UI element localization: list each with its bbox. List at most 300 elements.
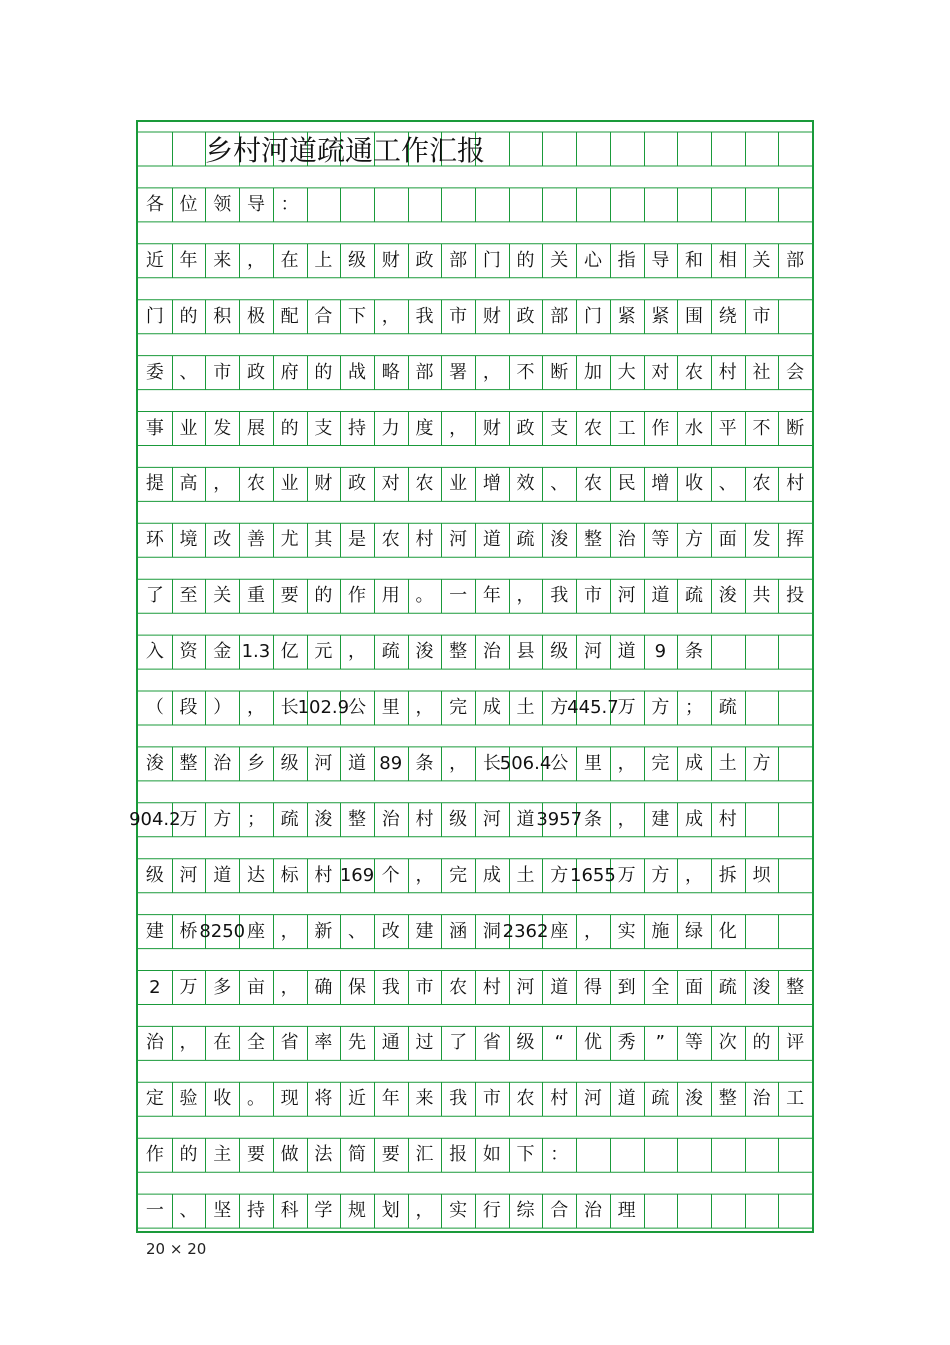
grid-character: 河	[449, 529, 468, 551]
text-line	[129, 803, 812, 837]
grid-character: 合	[550, 1200, 569, 1222]
grid-character: 道	[213, 864, 232, 886]
grid-character: 尤	[280, 529, 299, 551]
grid-size-label: 20 × 20	[146, 1240, 207, 1258]
grid-character: 段	[179, 697, 198, 718]
text-line	[138, 1138, 812, 1172]
grid-character: 完	[449, 864, 468, 886]
grid-character: 境	[179, 529, 198, 551]
grid-character: 条	[415, 752, 434, 774]
grid-character: 优	[583, 1032, 602, 1054]
grid-character: 村	[314, 864, 333, 886]
text-line	[138, 1026, 812, 1060]
grid-character: 整	[348, 808, 367, 830]
text-line	[138, 859, 812, 893]
grid-character: 保	[348, 976, 367, 998]
grid-character: 围	[685, 305, 704, 327]
text-line	[138, 244, 812, 278]
grid-character: 过	[415, 1032, 434, 1054]
grid-character: 道	[651, 585, 670, 607]
grid-character: ，	[617, 752, 636, 774]
grid-character: 财	[314, 473, 333, 495]
grid-character: 业	[280, 473, 299, 495]
grid-character: 要	[381, 1144, 400, 1166]
grid-character: 领	[213, 193, 232, 215]
grid-character: 和	[685, 249, 704, 271]
grid-character: 做	[280, 1144, 299, 1166]
grid-character: 89	[379, 752, 403, 774]
grid-character: 上	[314, 249, 333, 271]
grid-character: ”	[655, 1032, 665, 1054]
grid-character: 率	[314, 1032, 333, 1054]
grid-character: 效	[516, 473, 535, 495]
grid-character: 道	[482, 529, 501, 551]
grid-character: 资	[179, 641, 198, 663]
grid-character: ，	[415, 1200, 434, 1222]
grid-character: 全	[246, 1032, 265, 1054]
grid-character: 收	[685, 473, 704, 495]
grid-character: 要	[280, 585, 299, 607]
grid-character: 治	[583, 1200, 602, 1222]
grid-character: 入	[145, 641, 164, 663]
grid-character: 增	[651, 473, 670, 495]
grid-character: 相	[718, 249, 737, 271]
grid-character: 公	[550, 752, 569, 774]
grid-character: 方	[685, 529, 704, 551]
grid-character: 积	[213, 305, 232, 327]
grid-character: 配	[280, 305, 299, 327]
grid-character: 的	[516, 249, 535, 271]
grid-character: 是	[348, 529, 367, 551]
grid-character: 来	[415, 1088, 434, 1110]
text-line	[138, 188, 812, 222]
grid-character: 绿	[685, 920, 704, 942]
grid-character: ，	[348, 641, 367, 663]
grid-character: 一	[449, 585, 468, 607]
grid-character: 位	[179, 193, 198, 215]
grid-character: 增	[482, 473, 501, 495]
grid-lines	[129, 122, 812, 1231]
grid-character: 的	[314, 361, 333, 383]
grid-character: 市	[482, 1088, 501, 1110]
grid-character: 化	[718, 920, 737, 942]
grid-character: 市	[583, 585, 602, 607]
grid-character: 建	[651, 808, 670, 830]
grid-character: 、	[348, 920, 367, 942]
grid-character: 学	[314, 1200, 333, 1222]
grid-character: 个	[381, 864, 400, 886]
grid-character: 506.4	[499, 752, 552, 774]
grid-character: 桥	[179, 920, 198, 942]
grid-character: 提	[145, 473, 164, 495]
grid-character: 元	[314, 641, 333, 663]
grid-character: 到	[617, 976, 636, 998]
grid-character: 乡	[246, 752, 265, 774]
grid-character: 度	[415, 417, 434, 439]
grid-character: 整	[179, 752, 198, 774]
grid-character: 村	[482, 976, 501, 998]
grid-character: 工	[617, 417, 636, 439]
grid-character: 共	[752, 585, 771, 607]
grid-character: 财	[381, 249, 400, 271]
text-line	[138, 635, 812, 669]
grid-character: 发	[752, 529, 771, 551]
grid-character: （	[145, 697, 164, 718]
text-line	[138, 300, 812, 334]
grid-character: 实	[617, 920, 636, 942]
grid-character: 年	[179, 249, 198, 271]
grid-character: 完	[449, 697, 468, 718]
grid-character: 将	[314, 1088, 333, 1110]
grid-character: ；	[685, 697, 704, 718]
grid-character: 级	[550, 641, 569, 663]
grid-character: ，	[685, 864, 704, 886]
grid-character: 门	[145, 305, 164, 327]
grid-character: ：	[550, 1144, 569, 1166]
grid-character: 疏	[651, 1088, 670, 1110]
grid-character: 现	[280, 1088, 299, 1110]
grid-character: 浚	[314, 808, 333, 830]
grid-character: 102.9	[297, 697, 350, 718]
text-line	[138, 412, 812, 446]
grid-character: 关	[752, 249, 771, 271]
grid-character: 。	[246, 1088, 265, 1110]
grid-character: 村	[718, 361, 737, 383]
grid-character: 农	[583, 473, 602, 495]
grid-character: 紧	[651, 305, 670, 327]
grid-character: 会	[786, 361, 805, 383]
grid-character: 方	[651, 864, 670, 886]
grid-character: 多	[213, 976, 232, 998]
grid-character: 的	[179, 1144, 198, 1166]
text-line	[138, 747, 812, 781]
grid-character: 业	[449, 473, 468, 495]
grid-character: 指	[617, 249, 636, 271]
grid-character: 亩	[246, 976, 265, 998]
grid-character: 划	[381, 1200, 400, 1222]
grid-character: 汇	[415, 1144, 434, 1166]
grid-character: 拆	[718, 864, 737, 886]
grid-character: 确	[314, 976, 333, 998]
grid-character: ，	[449, 752, 468, 774]
grid-character: 门	[482, 249, 501, 271]
grid-character: 、	[718, 473, 737, 495]
grid-character: ，	[415, 697, 434, 718]
grid-character: 各	[145, 193, 164, 215]
grid-character: 省	[280, 1032, 299, 1054]
grid-character: 实	[449, 1200, 468, 1222]
grid-character: 坝	[752, 864, 771, 886]
grid-character: 支	[550, 417, 569, 439]
grid-character: 达	[246, 864, 265, 886]
grid-character: ，	[280, 920, 299, 942]
grid-character: 改	[381, 920, 400, 942]
grid-character: 河	[617, 585, 636, 607]
grid-character: 政	[516, 305, 535, 327]
grid-character: 规	[348, 1200, 367, 1222]
grid-character: 治	[213, 752, 232, 774]
grid-character: 治	[617, 529, 636, 551]
grid-character: 大	[617, 361, 636, 383]
grid-character: 业	[179, 417, 198, 439]
grid-character: ，	[516, 585, 535, 607]
grid-character: 一	[145, 1200, 164, 1222]
grid-character: 等	[651, 529, 670, 551]
grid-character: 市	[213, 361, 232, 383]
grid-character: 法	[314, 1144, 333, 1166]
grid-character: 环	[145, 529, 164, 551]
grid-character: 1.3	[241, 641, 271, 663]
grid-character: 级	[516, 1032, 535, 1054]
grid-character: 浚	[752, 976, 771, 998]
grid-character: 心	[583, 249, 602, 271]
grid-character: 报	[449, 1144, 468, 1166]
grid-character: 来	[213, 249, 232, 271]
grid-character: 成	[685, 808, 704, 830]
grid-character: 其	[314, 529, 333, 551]
grid-character: 浚	[145, 752, 164, 774]
grid-character: 方	[213, 808, 232, 830]
grid-character: 合	[314, 305, 333, 327]
grid-character: 、	[179, 1200, 198, 1222]
grid-character: 近	[145, 249, 164, 271]
grid-character: 先	[348, 1032, 367, 1054]
grid-character: 要	[246, 1144, 265, 1166]
grid-character: 的	[179, 305, 198, 327]
grid-character: 成	[482, 864, 501, 886]
grid-character: ，	[213, 473, 232, 495]
grid-character: 定	[145, 1088, 164, 1110]
grid-character: 农	[583, 417, 602, 439]
text-line	[138, 1082, 812, 1116]
grid-character: 持	[246, 1200, 265, 1222]
grid-character: 8250	[199, 920, 246, 942]
grid-character: 得	[583, 976, 602, 998]
grid-character: 涵	[449, 920, 468, 942]
grid-character: 不	[752, 417, 771, 439]
grid-character: 工	[786, 1088, 805, 1110]
grid-character: 评	[786, 1032, 805, 1054]
grid-character: 水	[685, 417, 704, 439]
grid-character: 绕	[718, 305, 737, 327]
grid-character: 浚	[685, 1088, 704, 1110]
grid-character: 完	[651, 752, 670, 774]
grid-character: 我	[381, 976, 400, 998]
grid-character: 的	[752, 1032, 771, 1054]
grid-character: 9	[654, 641, 667, 663]
grid-character: 3957	[536, 808, 583, 830]
grid-character: 整	[786, 976, 805, 998]
grid-character: 收	[213, 1088, 232, 1110]
grid-character: 高	[179, 473, 198, 495]
grid-character: 至	[179, 585, 198, 607]
grid-character: 里	[583, 752, 602, 774]
grid-character: 县	[516, 641, 535, 663]
grid-character: 断	[786, 417, 805, 439]
grid-character: 坚	[213, 1200, 232, 1222]
grid-character: 科	[280, 1200, 299, 1222]
grid-character: 社	[752, 361, 771, 383]
grid-character: 在	[280, 249, 299, 271]
grid-character: 门	[583, 305, 602, 327]
grid-character: 通	[381, 1032, 400, 1054]
grid-character: 河	[516, 976, 535, 998]
grid-character: 了	[145, 585, 164, 607]
grid-character: 重	[246, 585, 265, 607]
grid-character: 里	[381, 697, 400, 718]
grid-character: 近	[348, 1088, 367, 1110]
grid-character: 等	[685, 1032, 704, 1054]
grid-character: 村	[550, 1088, 569, 1110]
grid-character: 道	[348, 752, 367, 774]
text-line	[138, 467, 812, 501]
grid-character: 的	[280, 417, 299, 439]
grid-character: 省	[482, 1032, 501, 1054]
grid-character: 道	[550, 976, 569, 998]
grid-character: 理	[617, 1200, 636, 1222]
grid-character: 展	[246, 417, 265, 439]
grid-character: 市	[415, 976, 434, 998]
grid-character: 政	[348, 473, 367, 495]
grid-character: “	[554, 1032, 564, 1054]
grid-character: ，	[583, 920, 602, 942]
grid-character: 断	[550, 361, 569, 383]
grid-character: 作	[145, 1144, 164, 1166]
grid-character: 善	[246, 529, 265, 551]
grid-character: 支	[314, 417, 333, 439]
grid-character: 方	[752, 752, 771, 774]
grid-character: 我	[415, 305, 434, 327]
grid-character: 部	[786, 249, 805, 271]
grid-character: 的	[314, 585, 333, 607]
grid-character: ；	[246, 808, 265, 830]
grid-character: 农	[752, 473, 771, 495]
grid-character: 级	[145, 864, 164, 886]
grid-character: 2	[149, 976, 161, 998]
grid-character: 疏	[718, 976, 737, 998]
grid-character: 建	[415, 920, 434, 942]
grid-character: 座	[550, 920, 569, 942]
grid-character: ，	[246, 249, 265, 271]
grid-character: 秀	[617, 1032, 636, 1054]
grid-character: 全	[651, 976, 670, 998]
grid-character: 持	[348, 417, 367, 439]
grid-character: 土	[516, 697, 535, 718]
grid-character: 公	[348, 697, 367, 718]
grid-character: 农	[246, 473, 265, 495]
grid-character: 方	[550, 864, 569, 886]
grid-character: 平	[718, 417, 737, 439]
grid-character: 169	[339, 864, 375, 886]
grid-character: 治	[381, 808, 400, 830]
grid-character: 如	[482, 1144, 501, 1166]
grid-character: 道	[617, 1088, 636, 1110]
grid-character: 2362	[502, 920, 549, 942]
grid-character: 建	[145, 920, 164, 942]
grid-character: 成	[482, 697, 501, 718]
grid-character: 万	[179, 976, 198, 998]
grid-character: 浚	[550, 529, 569, 551]
grid-character: 年	[381, 1088, 400, 1110]
grid-character: 疏	[685, 585, 704, 607]
grid-character: ，	[415, 864, 434, 886]
title-row	[138, 132, 812, 166]
grid-character: 疏	[381, 641, 400, 663]
grid-character: 了	[449, 1032, 468, 1054]
grid-character: 不	[516, 361, 535, 383]
grid-character: 行	[482, 1200, 501, 1222]
grid-character: ：	[280, 193, 299, 215]
grid-character: 条	[685, 641, 704, 663]
grid-character: 事	[145, 417, 164, 439]
grid-character: ，	[246, 697, 265, 718]
grid-character: 道	[617, 641, 636, 663]
grid-character: 河	[314, 752, 333, 774]
grid-character: ，	[179, 1032, 198, 1054]
grid-character: 政	[415, 249, 434, 271]
text-line	[138, 691, 812, 725]
grid-character: 疏	[280, 808, 299, 830]
grid-character: ，	[381, 305, 400, 327]
grid-character: 整	[718, 1088, 737, 1110]
grid-character: 极	[246, 305, 265, 327]
grid-character: 简	[348, 1144, 367, 1166]
grid-character: 财	[482, 417, 501, 439]
grid-character: 用	[381, 585, 400, 607]
grid-character: 部	[449, 249, 468, 271]
grid-character: 长	[482, 752, 501, 774]
grid-character: 亿	[280, 641, 299, 663]
grid-character: 万	[617, 697, 636, 718]
grid-character: 加	[583, 361, 602, 383]
grid-character: 浚	[718, 585, 737, 607]
grid-character: 我	[550, 585, 569, 607]
grid-character: 民	[617, 473, 636, 495]
grid-character: 1655	[570, 864, 616, 886]
grid-character: 在	[213, 1032, 232, 1054]
grid-character: 改	[213, 529, 232, 551]
grid-character: 整	[449, 641, 468, 663]
grid-character: 标	[280, 864, 299, 886]
grid-character: ）	[213, 697, 232, 718]
grid-character: 。	[415, 585, 434, 607]
text-line	[138, 971, 812, 1005]
grid-character: 关	[550, 249, 569, 271]
grid-character: 关	[213, 585, 232, 607]
grid-character: 方	[550, 697, 569, 718]
grid-character: 座	[246, 920, 265, 942]
text-line	[138, 579, 812, 613]
grid-character: 署	[449, 361, 468, 383]
grid-character: 级	[280, 752, 299, 774]
text-line	[138, 356, 812, 390]
grid-character: 方	[651, 697, 670, 718]
grid-character: 部	[550, 305, 569, 327]
grid-character: 投	[786, 585, 805, 607]
grid-character: 政	[516, 417, 535, 439]
grid-character: 河	[179, 864, 198, 886]
grid-character: 、	[550, 473, 569, 495]
document-title: 乡村河道疏通工作汇报	[205, 134, 486, 167]
grid-character: 河	[482, 808, 501, 830]
grid-character: 904.2	[129, 808, 181, 830]
grid-character: 府	[280, 361, 299, 383]
grid-character: 村	[415, 808, 434, 830]
grid-character: 政	[246, 361, 265, 383]
grid-character: 、	[179, 361, 198, 383]
grid-character: 年	[482, 585, 501, 607]
grid-character: 治	[752, 1088, 771, 1110]
